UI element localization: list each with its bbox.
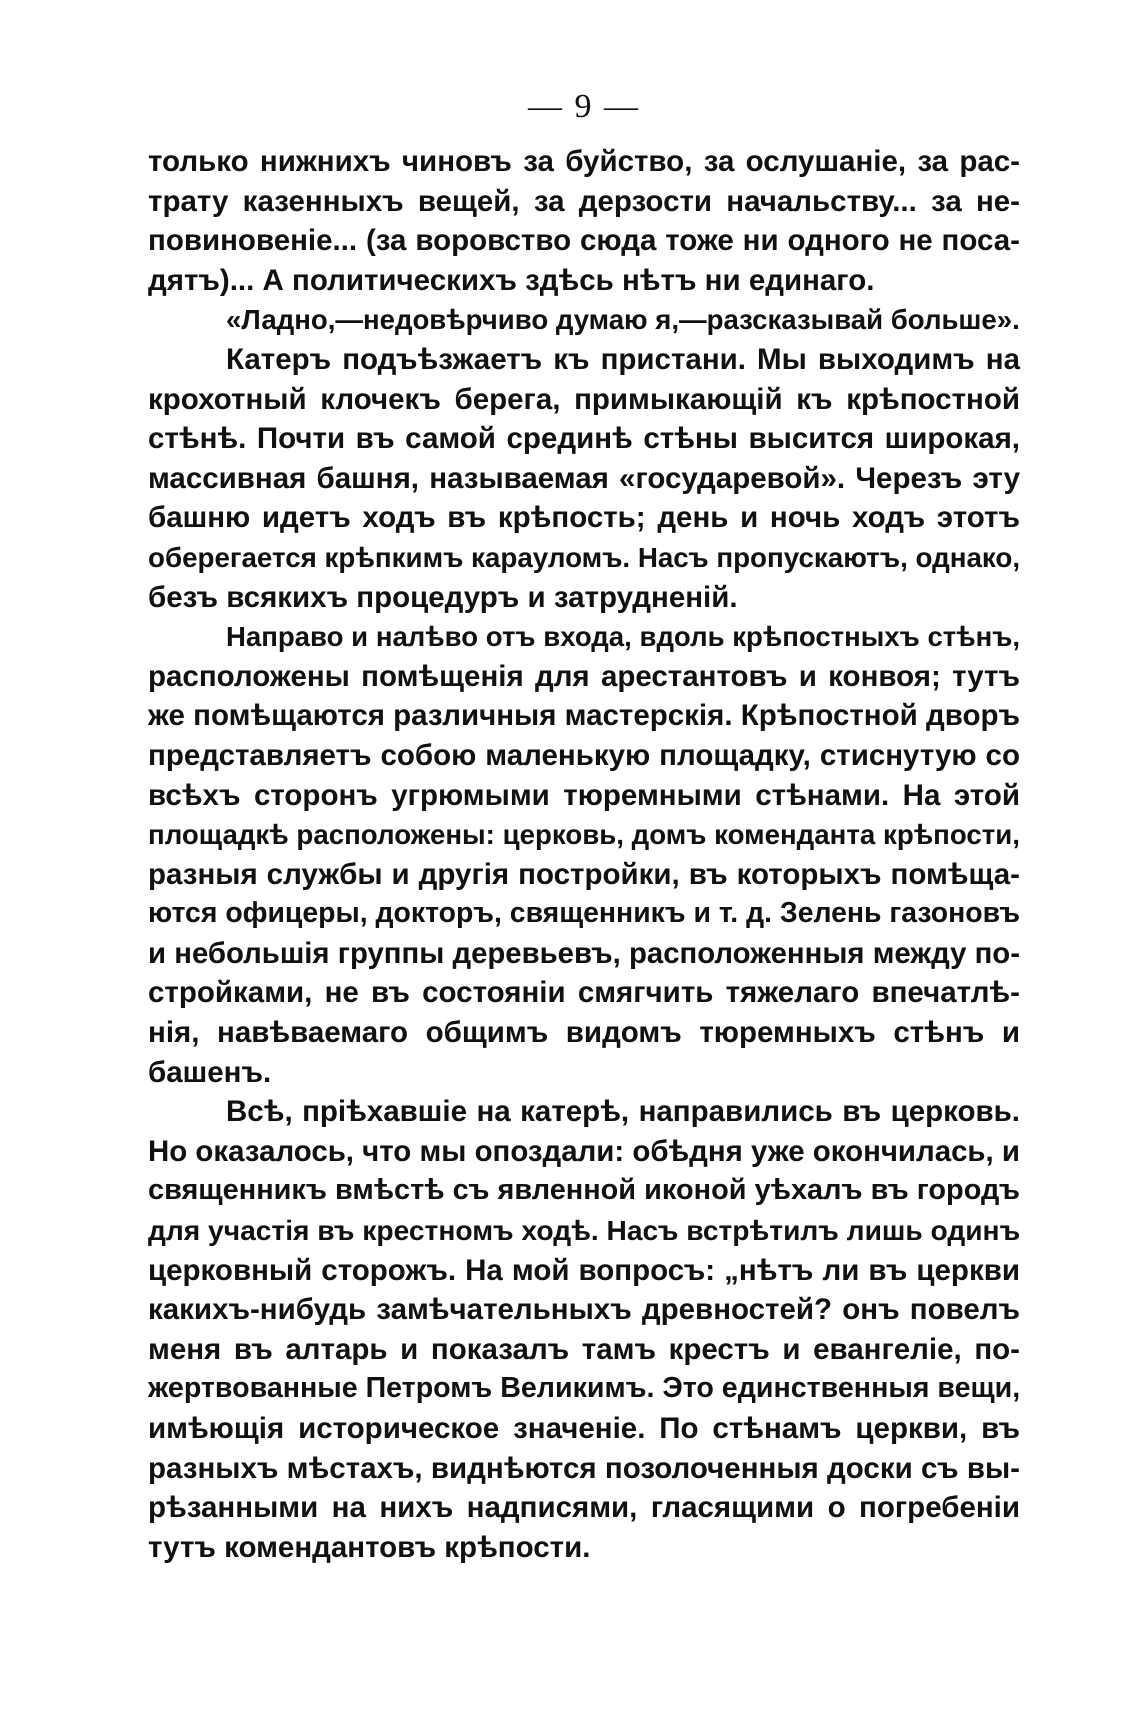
- text-line: имѣющія историческое значеніе. По стѣнамъ церкви, въ: [148, 1412, 1020, 1445]
- text-line: стройками, не въ состояніи смягчить тяжелаго впечатлѣ-: [148, 976, 1020, 1010]
- page-number: — 9 —: [528, 88, 640, 125]
- text-line: расположены помѣщенія для арестантовъ и конвоя; тутъ: [148, 659, 1020, 693]
- text-line: повиновеніе... (за воровство сюда тоже ни одного не поса-: [148, 224, 1020, 258]
- text-line: площадкѣ расположены: церковь, домъ коменданта крѣпости,: [148, 819, 1020, 851]
- text-line: разныя службы и другія постройки, въ которыхъ помѣща-: [148, 857, 1020, 891]
- text-line: же помѣщаются различныя мастерскія. Крѣпостной дворъ: [148, 699, 1020, 733]
- text-line: всѣхъ сторонъ угрюмыми тюремными стѣнами. На этой: [148, 778, 1020, 812]
- text-line: Всѣ, пріѣхавшіе на катерѣ, направились въ церковь.: [226, 1095, 1020, 1129]
- text-line: Катеръ подъѣзжаетъ къ пристани. Мы выходимъ на: [226, 342, 1020, 376]
- text-line: рѣзанными на нихъ надписями, гласящими о погребеніи: [148, 1491, 1020, 1525]
- text-line: оберегается крѣпкимъ карауломъ. Насъ пропускаютъ, однако,: [148, 541, 1021, 573]
- text-line: церковный сторожъ. На мой вопросъ: „нѣтъ ли въ церкви: [148, 1253, 1020, 1287]
- text-line: безъ всякихъ процедуръ и затрудненій.: [148, 580, 738, 614]
- paragraph-1: [148, 142, 1020, 300]
- text-line: только нижнихъ чиновъ за буйство, за ослушаніе, за рас-: [148, 145, 1020, 178]
- text-line: нія, навѣваемаго общимъ видомъ тюремныхъ стѣнъ и: [148, 1016, 1020, 1050]
- paragraph-2: [148, 300, 1020, 340]
- text-line: «Ладно,—недовѣрчиво думаю я,—разсказывай больше».: [226, 304, 1020, 336]
- paragraph-4: [148, 617, 1020, 1092]
- text-line: священникъ вмѣстѣ съ явленной иконой уѣхалъ въ городъ: [148, 1174, 1020, 1207]
- text-line: Но оказалось, что мы опоздали: обѣдня уже окончилась, и: [148, 1134, 1020, 1168]
- text-line: и небольшія группы деревьевъ, расположенныя между по-: [148, 936, 1020, 970]
- text-line: стѣнѣ. Почти въ самой срединѣ стѣны высится широкая,: [148, 422, 1020, 456]
- text-line: ются офицеры, докторъ, священникъ и т. д. Зелень газоновъ: [148, 897, 1020, 930]
- text-line: жертвованные Петромъ Великимъ. Это единственныя вещи,: [148, 1372, 1021, 1405]
- text-line: башенъ.: [148, 1055, 272, 1089]
- text-line: тутъ комендантовъ крѣпости.: [148, 1530, 591, 1564]
- paragraph-5: [148, 1092, 1020, 1567]
- text-line: трату казенныхъ вещей, за дерзости начальству... за не-: [148, 184, 1020, 218]
- text-line: крохотный клочекъ берега, примыкающій къ крѣпостной: [148, 382, 1020, 416]
- text-line: для участія въ крестномъ ходѣ. Насъ встрѣтилъ лишь одинъ: [148, 1214, 1021, 1247]
- text-line: разныхъ мѣстахъ, виднѣются позолоченныя доски съ вы-: [148, 1451, 1020, 1485]
- paragraph-3: [148, 340, 1020, 617]
- text-line: башню идетъ ходъ въ крѣпость; день и ночь ходъ этотъ: [148, 501, 1020, 535]
- body-text: [148, 142, 1020, 1567]
- text-line: меня въ алтарь и показалъ тамъ крестъ и евангеліе, по-: [148, 1332, 1020, 1366]
- text-line: какихъ-нибудь замѣчательныхъ древностей? онъ повелъ: [148, 1293, 1020, 1327]
- text-line: Направо и налѣво отъ входа, вдоль крѣпостныхъ стѣнъ,: [226, 621, 1020, 653]
- text-line: дятъ)... А политическихъ здѣсь нѣтъ ни единаго.: [148, 263, 875, 297]
- text-line: представляетъ собою маленькую площадку, стиснутую со: [148, 738, 1020, 772]
- text-line: массивная башня, называемая «государевой». Черезъ эту: [148, 461, 1020, 495]
- book-page: [148, 88, 1020, 1567]
